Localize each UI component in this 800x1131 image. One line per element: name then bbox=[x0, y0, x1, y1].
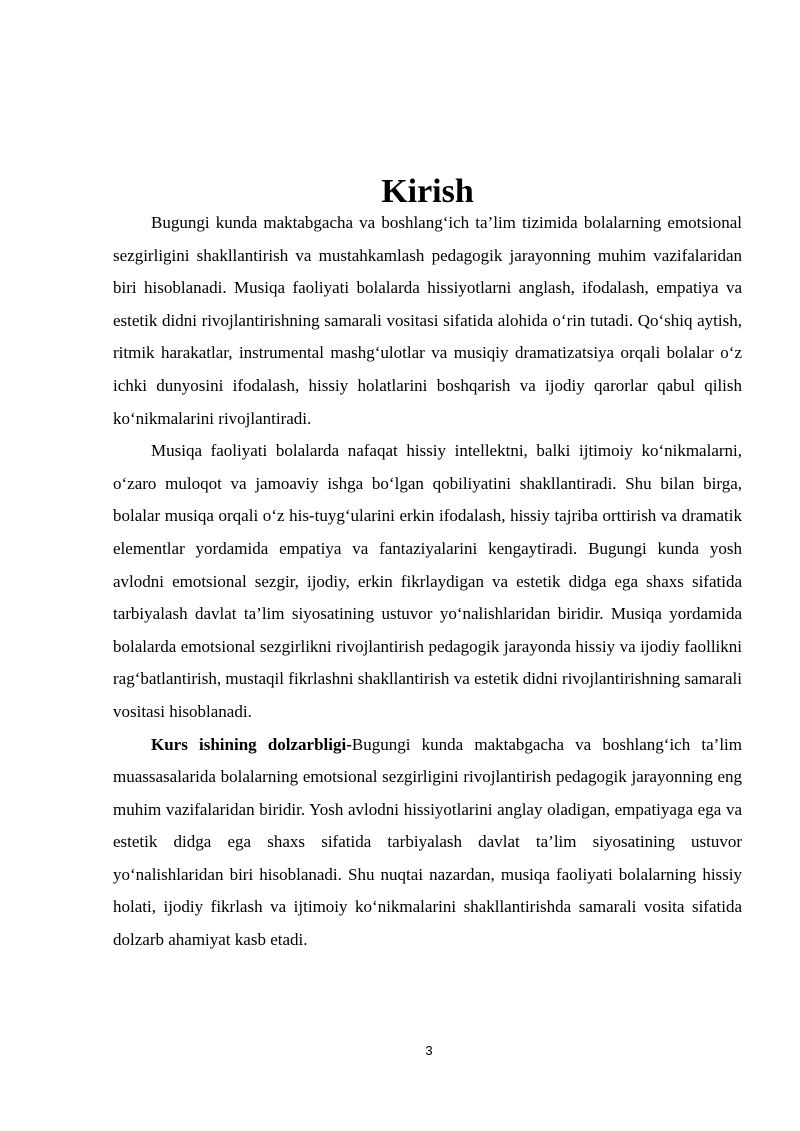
paragraph-text: Bugungi kunda maktabgacha va boshlang‘ich ta’lim muassasalarida bolalarning emotsional sezgirligini rivojlantirish pedagogik jarayonning eng muhim vazifalaridan biridir. Yosh avlodni hissiyotlarini anglay oladigan, empatiyaga ega va estetik didga ega shaxs sifatida tarbiyalash davlat ta’lim siyosatining ustuvor yo‘nalishlaridan biri hisoblanadi. Shu nuqtai nazardan, musiqa faoliyati bolalarning hissiy holati, ijodiy fikrlash va ijtimoiy ko‘nikmalarini shakllantirishda samarali vosita sifatida dolzarb ahamiyat kasb etadi. bbox=[113, 734, 742, 950]
relevance-lead-label: Kurs ishining dolzarbligi- bbox=[151, 734, 352, 754]
paragraph-music-activity bbox=[113, 435, 742, 728]
paragraph-text: Musiqa faoliyati bolalarda nafaqat hissiy intellektni, balki ijtimoiy ko‘nikmalarni, o‘zaro muloqot va jamoaviy ishga bo‘lgan qobiliyatini shakllantiradi. Shu bilan birga, bolalar musiqa orqali o‘z his-tuyg‘ularini erkin ifodalash, hissiy tajriba orttirish va dramatik elementlar yordamida empatiya va fantaziyalarini kengaytiradi. Bugungi kunda yosh avlodni emotsional sezgir, ijodiy, erkin fikrlaydigan va estetik didga ega shaxs sifatida tarbiyalash davlat ta’lim siyosatining ustuvor yo‘nalishlaridan biridir. Musiqa yordamida bolalarda emotsional sezgirlikni rivojlantirish pedagogik jarayonda hissiy va ijodiy faollikni rag‘batlantirish, mustaqil fikrlashni shakllantirish va estetik didni rivojlantirishning samarali vositasi hisoblanadi. bbox=[113, 441, 742, 721]
page-body bbox=[113, 173, 742, 957]
paragraph-intro bbox=[113, 207, 742, 435]
paragraph-relevance bbox=[113, 729, 742, 957]
paragraph-text: Bugungi kunda maktabgacha va boshlang‘ich ta’lim tizimida bolalarning emotsional sezgirligini shakllantirish va mustahkamlash pedagogik jarayonning muhim vazifalaridan biri hisoblanadi. Musiqa faoliyati bolalarda hissiyotlarni anglash, ifodalash, empatiya va estetik didni rivojlantirishning samarali vositasi sifatida alohida o‘rin tutadi. Qo‘shiq aytish, ritmik harakatlar, instrumental mashg‘ulotlar va musiqiy dramatizatsiya orqali bolalar o‘z ichki dunyosini ifodalash, hissiy holatlarini boshqarish va ijodiy qarorlar qabul qilish ko‘nikmalarini rivojlantiradi. bbox=[113, 213, 742, 428]
section-heading: Kirish bbox=[381, 173, 474, 210]
page-number: 3 bbox=[425, 1043, 433, 1058]
